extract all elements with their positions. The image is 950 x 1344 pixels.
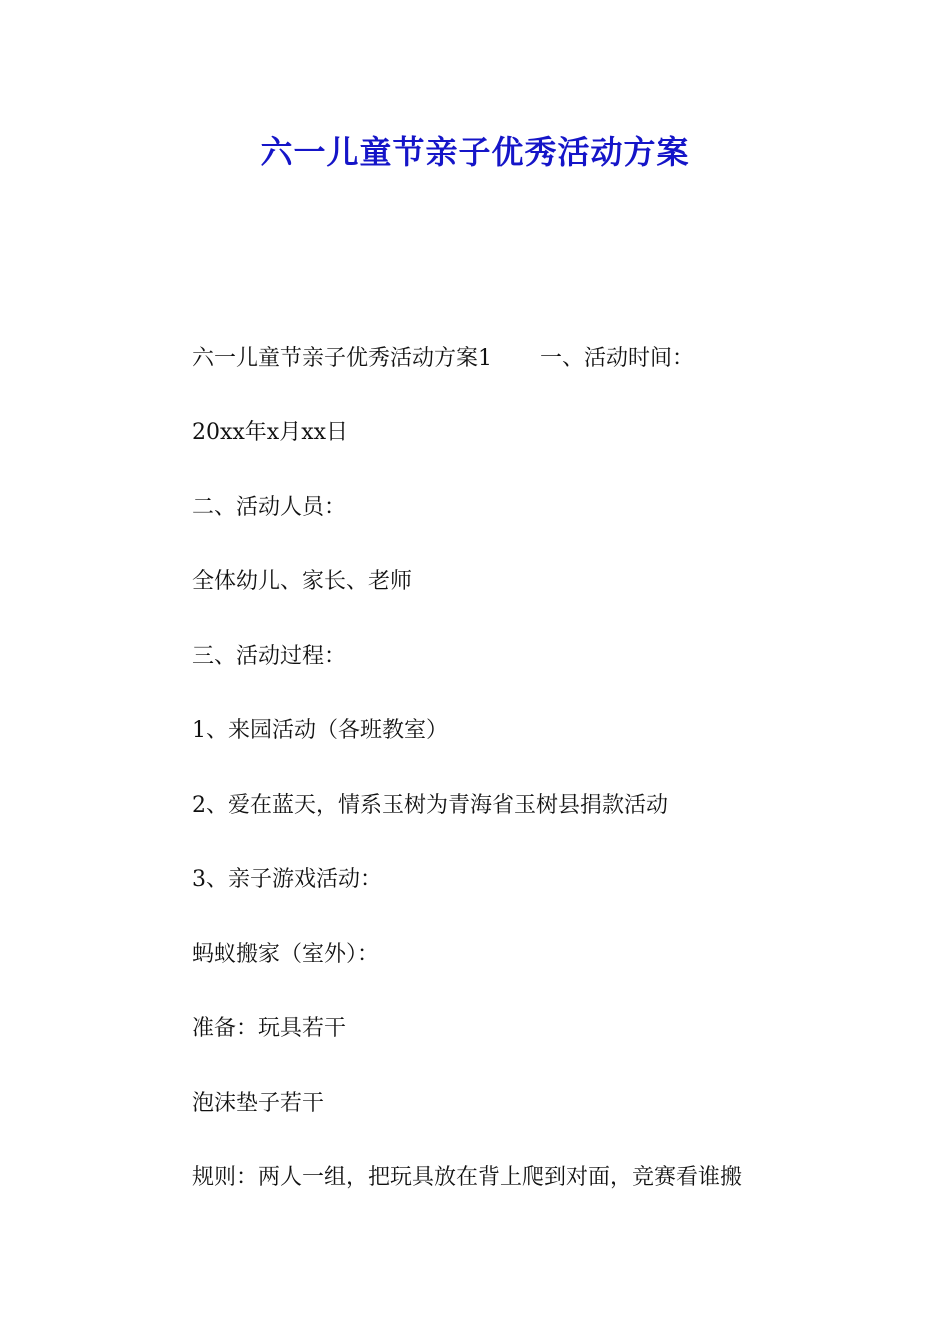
section-activity-time: 一、活动时间： (540, 346, 695, 371)
section-process: 三、活动过程： (192, 644, 347, 669)
paragraph-participants: 全体幼儿、家长、老师 (192, 569, 413, 594)
game-preparation: 准备：玩具若干 (192, 1016, 347, 1041)
section-participants: 二、活动人员： (192, 495, 347, 520)
game-preparation-item: 泡沫垫子若干 (192, 1091, 325, 1116)
paragraph-date: 20xx年x月xx日 (192, 420, 349, 445)
list-item-1: 1、来园活动（各班教室） (192, 718, 448, 743)
paragraph-plan-heading (192, 344, 694, 374)
list-item-2: 2、爱在蓝天，情系玉树为青海省玉树县捐款活动 (192, 793, 668, 818)
game-rules: 规则：两人一组，把玩具放在背上爬到对面，竞赛看谁搬 (192, 1165, 743, 1190)
list-item-3: 3、亲子游戏活动： (192, 867, 382, 892)
plan-number-text: 六一儿童节亲子优秀活动方案1 (192, 346, 492, 371)
document-title: 六一儿童节亲子优秀活动方案 (260, 133, 690, 171)
game-title: 蚂蚁搬家（室外）： (192, 942, 380, 967)
